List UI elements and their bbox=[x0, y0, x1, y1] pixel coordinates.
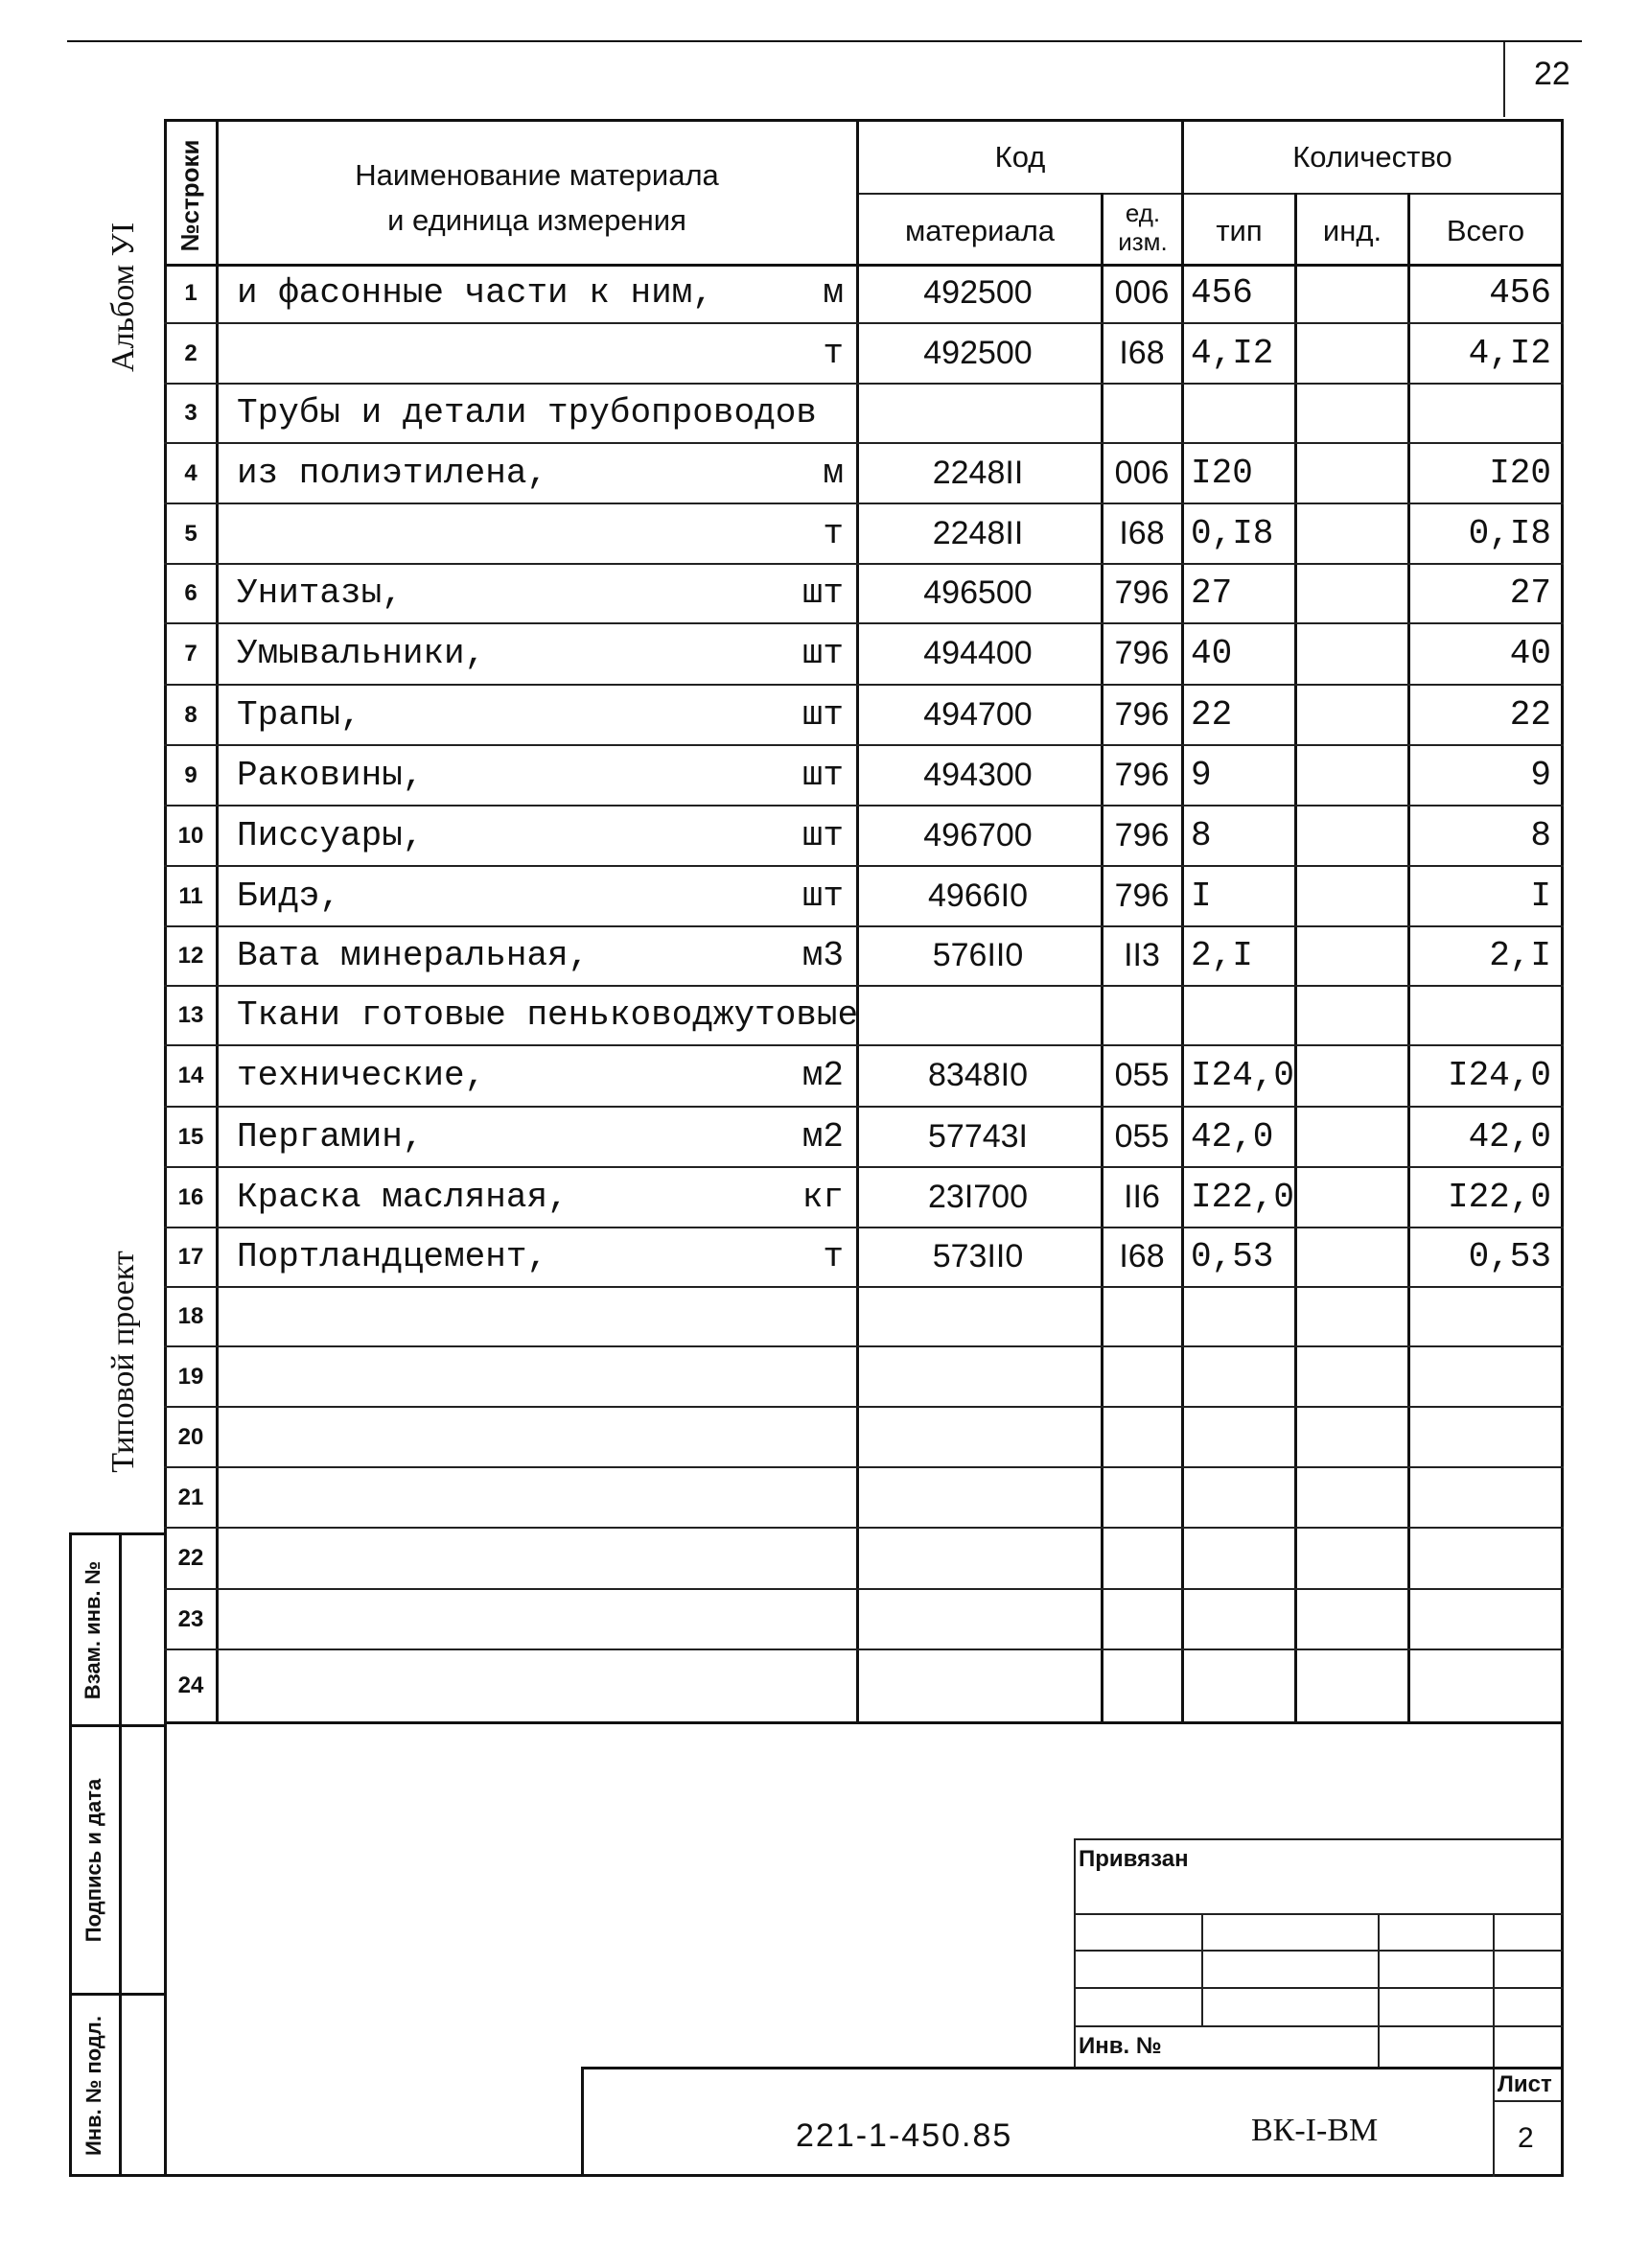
row-unit-code: 055 bbox=[1114, 1057, 1170, 1093]
top-rule bbox=[67, 40, 1582, 42]
row-number: 10 bbox=[177, 822, 204, 849]
stamp-inv-label: Инв. № bbox=[1079, 2033, 1162, 2059]
row-separator bbox=[164, 1227, 1564, 1228]
stamp-grid-h4 bbox=[1074, 2025, 1563, 2027]
row-qty-total: 27 bbox=[1509, 573, 1551, 613]
row-qty-total: 42,0 bbox=[1468, 1116, 1551, 1157]
stamp-doc-code: ВК-I-ВМ bbox=[1251, 2113, 1379, 2148]
row-number: 14 bbox=[177, 1063, 204, 1088]
row-unit: шт bbox=[801, 573, 844, 613]
row-name: Ткани готовые пеньководжутовые bbox=[237, 995, 859, 1035]
row-qty-total: 40 bbox=[1509, 634, 1551, 673]
stamp-list-number: 2 bbox=[1518, 2122, 1534, 2154]
row-separator bbox=[164, 503, 1564, 504]
row-qty-total: 9 bbox=[1530, 755, 1551, 795]
row-material-code: 496500 bbox=[923, 574, 1033, 611]
row-unit-code: 796 bbox=[1114, 695, 1170, 733]
row-material-code: 23I700 bbox=[928, 1178, 1028, 1215]
row-name: Портландцемент, bbox=[237, 1237, 548, 1276]
col-div-type bbox=[1294, 193, 1297, 1724]
row-qty-type: 40 bbox=[1191, 634, 1233, 673]
col-div-code bbox=[1101, 193, 1103, 1724]
row-separator bbox=[164, 925, 1564, 927]
row-separator bbox=[164, 1527, 1564, 1529]
row-qty-total: 2,I bbox=[1489, 936, 1551, 975]
header-qty-ind: инд. bbox=[1322, 214, 1382, 247]
row-separator bbox=[164, 1345, 1564, 1347]
row-number: 7 bbox=[184, 641, 197, 666]
frame-right bbox=[1561, 119, 1564, 2177]
row-unit-code: I68 bbox=[1119, 334, 1165, 371]
stamp-list-label: Лист bbox=[1498, 2071, 1552, 2097]
frame-bottom bbox=[164, 2174, 1564, 2177]
row-unit-code: II3 bbox=[1124, 937, 1160, 973]
row-unit-code: 055 bbox=[1114, 1117, 1170, 1155]
stamp-list-sep bbox=[1493, 2100, 1562, 2102]
row-number: 19 bbox=[177, 1363, 204, 1390]
row-separator bbox=[164, 322, 1564, 324]
header-qty-total: Всего bbox=[1446, 214, 1525, 247]
podpis-label: Подпись и дата bbox=[81, 1778, 105, 1943]
row-material-code: 492500 bbox=[923, 274, 1033, 311]
stamp-privyazan-left bbox=[1074, 1838, 1076, 2069]
row-name: Писсуары, bbox=[237, 815, 424, 855]
row-number: 12 bbox=[177, 943, 204, 969]
header-sub-rule bbox=[856, 193, 1561, 195]
row-qty-type: 9 bbox=[1191, 755, 1212, 795]
row-qty-type: I22,0 bbox=[1191, 1177, 1295, 1217]
row-qty-type: 0,53 bbox=[1191, 1237, 1274, 1276]
row-number: 9 bbox=[184, 761, 197, 788]
left-margin-line-outer bbox=[69, 1532, 72, 2177]
stamp-grid-v1 bbox=[1201, 1913, 1203, 2025]
row-qty-type: 0,I8 bbox=[1191, 513, 1274, 553]
row-separator bbox=[164, 744, 1564, 746]
stamp-privyazan-top bbox=[1074, 1838, 1563, 1840]
row-separator bbox=[164, 865, 1564, 867]
row-separator bbox=[164, 1648, 1564, 1650]
row-qty-total: 8 bbox=[1530, 815, 1551, 855]
row-separator bbox=[164, 1044, 1564, 1046]
row-separator bbox=[164, 1166, 1564, 1168]
row-number: 6 bbox=[184, 580, 197, 606]
row-material-code: 573II0 bbox=[932, 1238, 1024, 1274]
row-unit-code: 796 bbox=[1114, 877, 1170, 914]
row-qty-type: 42,0 bbox=[1191, 1116, 1274, 1157]
row-qty-total: I20 bbox=[1489, 453, 1551, 493]
row-material-code: 496700 bbox=[923, 816, 1033, 853]
row-number: 2 bbox=[184, 339, 197, 366]
row-number: 21 bbox=[177, 1484, 204, 1510]
stamp-grid-v2 bbox=[1378, 1913, 1380, 2069]
row-number: 5 bbox=[184, 520, 197, 547]
row-number: 11 bbox=[178, 882, 203, 909]
stamp-grid-h2 bbox=[1074, 1950, 1563, 1952]
row-unit: м3 bbox=[801, 936, 844, 975]
col-div-rowno bbox=[216, 119, 219, 1724]
row-unit: шт bbox=[801, 876, 844, 916]
row-number: 16 bbox=[177, 1183, 204, 1210]
row-qty-type: I bbox=[1191, 876, 1212, 916]
row-number: 1 bbox=[184, 280, 197, 306]
row-separator bbox=[164, 1286, 1564, 1288]
row-unit-code: 796 bbox=[1114, 756, 1170, 793]
header-qty-type: тип bbox=[1216, 214, 1263, 247]
row-material-code: 57743I bbox=[928, 1117, 1028, 1155]
row-number: 20 bbox=[177, 1423, 204, 1450]
row-unit-code: 006 bbox=[1114, 274, 1170, 311]
row-material-code: 492500 bbox=[923, 334, 1033, 371]
row-separator bbox=[164, 1466, 1564, 1468]
row-separator bbox=[164, 383, 1564, 385]
row-name: и фасонные части к ним, bbox=[237, 273, 713, 313]
row-material-code: 4966I0 bbox=[928, 877, 1028, 914]
row-number: 18 bbox=[177, 1303, 204, 1329]
row-unit-code: 796 bbox=[1114, 574, 1170, 611]
stamp-privyazan-label: Привязан bbox=[1079, 1846, 1189, 1872]
row-material-code: 2248II bbox=[932, 514, 1024, 551]
header-row-no: №строки bbox=[175, 139, 204, 252]
row-name: Краска масляная, bbox=[237, 1177, 569, 1217]
row-number: 8 bbox=[184, 701, 197, 728]
row-qty-total: I bbox=[1530, 876, 1551, 916]
row-separator bbox=[164, 622, 1564, 624]
album-label: Альбом УI bbox=[105, 222, 141, 373]
row-qty-total: 456 bbox=[1489, 273, 1551, 313]
row-material-code: 494700 bbox=[923, 695, 1033, 733]
row-number: 24 bbox=[177, 1672, 204, 1698]
stamp-title-top bbox=[581, 2067, 1564, 2069]
row-number: 3 bbox=[184, 400, 197, 426]
row-name: Вата минеральная, bbox=[237, 936, 590, 975]
row-separator bbox=[164, 563, 1564, 565]
stamp-grid-v3 bbox=[1493, 1913, 1495, 2177]
project-label: Типовой проект bbox=[105, 1251, 141, 1473]
row-material-code: 494400 bbox=[923, 635, 1033, 671]
header-name-line1: Наименование материала bbox=[355, 158, 719, 192]
row-name: технические, bbox=[237, 1056, 486, 1095]
header-qty-group: Количество bbox=[1292, 140, 1452, 174]
header-code-group: Код bbox=[994, 140, 1046, 174]
vzam-label: Взам. инв. № bbox=[81, 1560, 105, 1700]
row-unit: т bbox=[823, 1237, 844, 1276]
row-material-code: 494300 bbox=[923, 756, 1033, 793]
row-unit-code: 796 bbox=[1114, 816, 1170, 853]
row-unit: м2 bbox=[801, 1056, 844, 1095]
row-number: 17 bbox=[177, 1244, 204, 1270]
row-separator bbox=[164, 805, 1564, 807]
row-qty-type: I20 bbox=[1191, 453, 1253, 493]
header-bottom bbox=[164, 264, 1564, 267]
row-name: из полиэтилена, bbox=[237, 453, 548, 493]
row-unit-code: II6 bbox=[1124, 1178, 1160, 1215]
frame-top bbox=[164, 119, 1564, 122]
row-qty-total: 0,I8 bbox=[1468, 513, 1551, 553]
row-unit: шт bbox=[801, 755, 844, 795]
row-qty-total: I24,0 bbox=[1447, 1056, 1551, 1095]
row-separator bbox=[164, 442, 1564, 444]
col-div-name bbox=[856, 119, 859, 1724]
col-div-unit bbox=[1181, 119, 1184, 1724]
row-separator bbox=[164, 1406, 1564, 1408]
row-separator bbox=[164, 1588, 1564, 1590]
row-number: 4 bbox=[184, 459, 197, 486]
stamp-title-left bbox=[581, 2067, 584, 2177]
row-number: 23 bbox=[177, 1605, 204, 1632]
row-qty-total: 4,I2 bbox=[1468, 333, 1551, 373]
row-qty-type: 27 bbox=[1191, 573, 1233, 613]
row-number: 15 bbox=[177, 1123, 204, 1150]
col-div-ind bbox=[1407, 193, 1410, 1724]
row-unit: м bbox=[823, 273, 844, 313]
header-code-material: материала bbox=[904, 214, 1056, 247]
row-name: Унитазы, bbox=[237, 573, 403, 613]
row-material-code: 8348I0 bbox=[928, 1057, 1028, 1093]
row-material-code: 2248II bbox=[932, 454, 1024, 491]
row-unit-code: I68 bbox=[1119, 514, 1165, 551]
row-unit: т bbox=[823, 333, 844, 373]
row-qty-type: 8 bbox=[1191, 815, 1212, 855]
row-qty-type: I24,0 bbox=[1191, 1056, 1295, 1095]
row-qty-type: 22 bbox=[1191, 694, 1233, 735]
row-qty-total: 0,53 bbox=[1468, 1237, 1551, 1276]
row-qty-type: 4,I2 bbox=[1191, 333, 1274, 373]
page-number: 22 bbox=[1534, 56, 1570, 92]
row-unit-code: 006 bbox=[1114, 454, 1170, 491]
row-qty-type: 2,I bbox=[1191, 936, 1253, 975]
row-number: 13 bbox=[177, 1002, 204, 1028]
row-unit: шт bbox=[801, 634, 844, 673]
row-name: Умывальники, bbox=[237, 634, 486, 673]
row-qty-type: 456 bbox=[1191, 273, 1253, 313]
header-code-unit: ед. изм. bbox=[1118, 199, 1168, 256]
row-unit: т bbox=[823, 513, 844, 553]
inv-podl-label: Инв. № подл. bbox=[81, 2016, 105, 2156]
row-separator bbox=[164, 1106, 1564, 1108]
row-number: 22 bbox=[177, 1545, 204, 1571]
row-unit: м2 bbox=[801, 1116, 844, 1157]
row-separator bbox=[164, 985, 1564, 987]
stamp-doc-number: 221-1-450.85 bbox=[796, 2117, 1013, 2154]
row-separator bbox=[164, 684, 1564, 686]
table-bottom bbox=[164, 1721, 1564, 1724]
row-name: Пергамин, bbox=[237, 1116, 424, 1157]
row-name: Трубы и детали трубопроводов bbox=[237, 393, 817, 433]
stamp-grid-h1 bbox=[1074, 1913, 1563, 1915]
row-unit-code: I68 bbox=[1119, 1238, 1165, 1274]
row-material-code: 576II0 bbox=[932, 937, 1024, 973]
row-qty-total: I22,0 bbox=[1447, 1177, 1551, 1217]
row-name: Трапы, bbox=[237, 694, 361, 735]
row-unit: кг bbox=[801, 1177, 844, 1217]
left-margin-line-inner bbox=[119, 1532, 122, 2177]
header-name-line2: и единица измерения bbox=[387, 203, 686, 237]
row-unit: шт bbox=[801, 694, 844, 735]
row-qty-total: 22 bbox=[1509, 694, 1551, 735]
stamp-grid-h3 bbox=[1074, 1987, 1563, 1989]
row-unit-code: 796 bbox=[1114, 635, 1170, 671]
row-unit: м bbox=[823, 453, 844, 493]
row-name: Раковины, bbox=[237, 755, 424, 795]
page-number-divider bbox=[1503, 42, 1505, 117]
row-unit: шт bbox=[801, 815, 844, 855]
row-name: Бидэ, bbox=[237, 876, 341, 916]
